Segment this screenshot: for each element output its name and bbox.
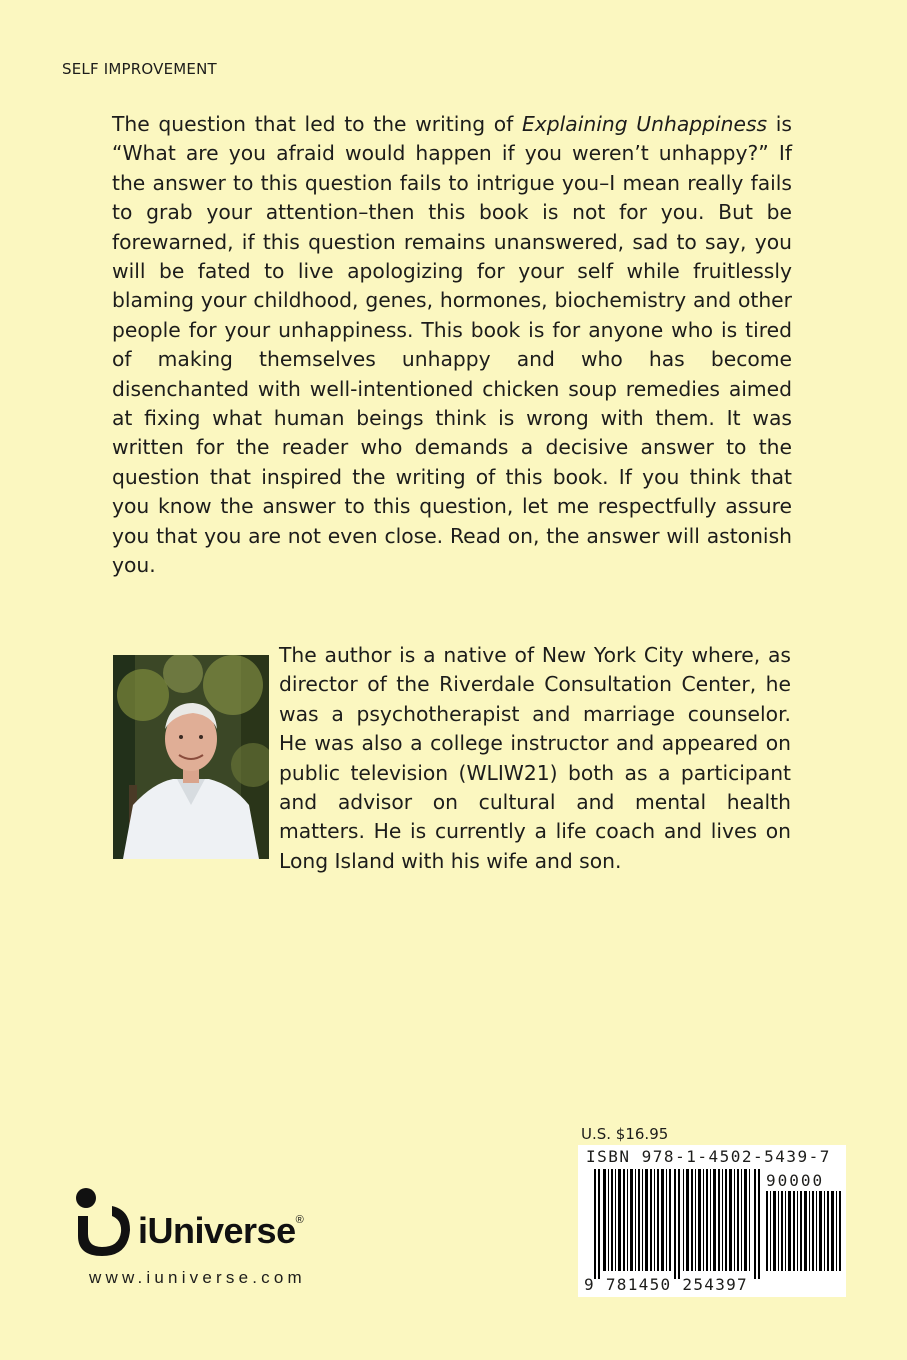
category-label: SELF IMPROVEMENT xyxy=(62,60,217,78)
blurb-paragraph xyxy=(112,110,792,581)
ean-5-price-barcode xyxy=(766,1191,842,1271)
barcode-digits: 9 781450 254397 xyxy=(584,1275,748,1294)
blurb-lead: The question that led to the writing of xyxy=(112,112,522,136)
publisher-name-text: iUniverse xyxy=(138,1210,296,1251)
author-photo xyxy=(113,655,269,859)
publisher-name xyxy=(138,1210,303,1252)
price-code: 90000 xyxy=(766,1171,825,1190)
blurb-body: is “What are you afraid would happen if you weren’t unhappy?” If the answer to this question fails to intrigue you–I mean really fails to grab your attention–then this book is not for you. But be forewarned, if this question remains unanswered, sad to say, you will be fated to live apologizing for your self while fruitlessly blaming your childhood, genes, hormones, biochemistry and other people for your unhappiness. This book is for anyone who is tired of making themselves unhappy and who has become disenchanted with well-intentioned chicken soup remedies aimed at fixing what human beings think is wrong with them. It was written for the reader who demands a decisive answer to the question that inspired the writing of this book. If you think that you know the answer to this question, let me respectfully assure you that you are not even close. Read on, the answer will astonish you. xyxy=(112,112,792,578)
author-bio: The author is a native of New York City where, as director of the Riverdale Consultation Center, he was a psychotherapist and marriage counselor. He was also a college instructor and appeared on public television (WLIW21) both as a participant and advisor on cultural and mental health matters. He is currently a life coach and lives on Long Island with his wife and son. xyxy=(279,643,791,873)
iuniverse-logo xyxy=(72,1186,304,1262)
price-label: U.S. $16.95 xyxy=(581,1125,669,1143)
publisher-website: www.iuniverse.com xyxy=(89,1268,306,1287)
isbn-label: ISBN 978-1-4502-5439-7 xyxy=(586,1147,831,1166)
isbn-barcode xyxy=(578,1145,846,1297)
ean-13-barcode xyxy=(594,1169,760,1279)
registered-mark: ® xyxy=(295,1214,304,1226)
back-cover-blurb xyxy=(112,110,792,581)
book-title: Explaining Unhappiness xyxy=(521,112,768,136)
iuniverse-logo-icon xyxy=(72,1186,136,1258)
